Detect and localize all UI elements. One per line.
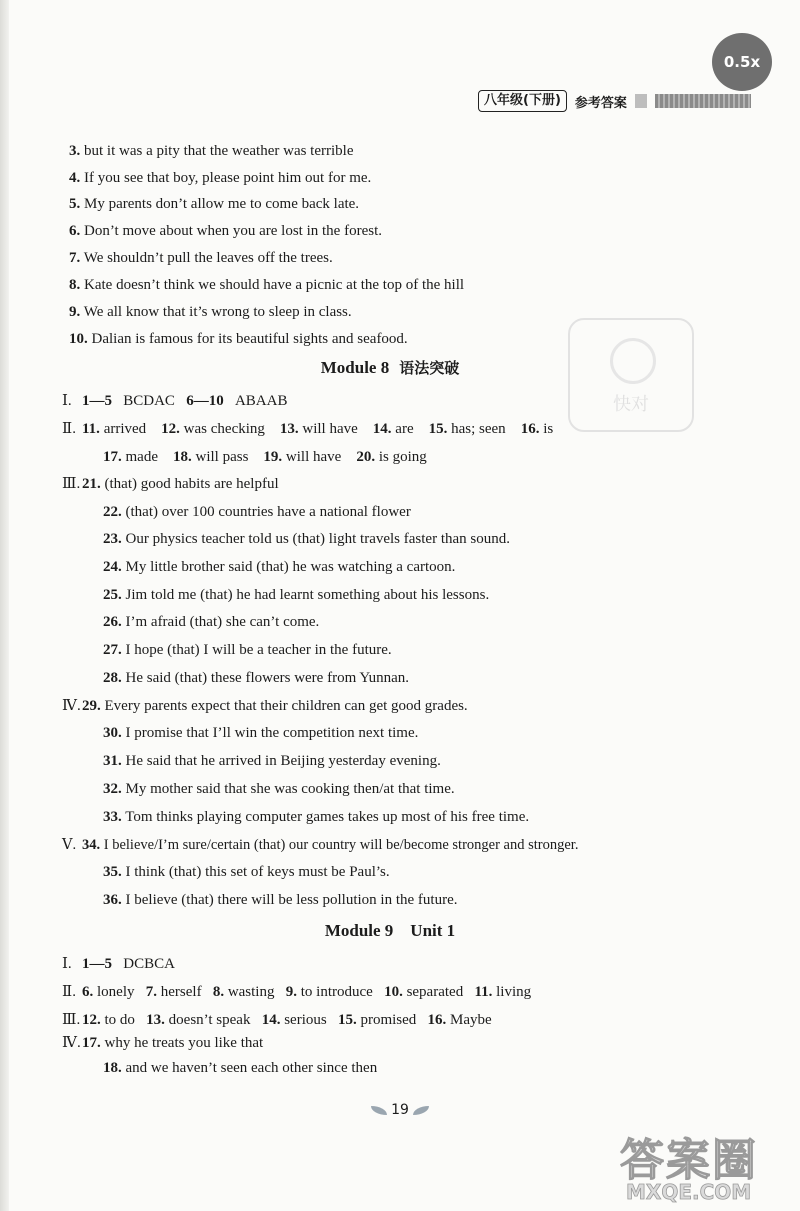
answer-item bbox=[69, 141, 354, 161]
item-number: 7. bbox=[145, 984, 157, 1000]
item-number: 1—5 bbox=[82, 393, 112, 409]
answer-item bbox=[103, 668, 409, 688]
module-subtitle: 语法突破 bbox=[399, 359, 460, 377]
answer-item bbox=[103, 1058, 377, 1078]
answer-item bbox=[103, 890, 458, 910]
section-title-module9 bbox=[0, 920, 780, 942]
answer-item bbox=[103, 529, 510, 549]
item-text: My mother said that she was cooking then/at that time. bbox=[125, 781, 455, 797]
item-text: wasting bbox=[227, 984, 275, 1000]
item-text: living bbox=[496, 984, 532, 1000]
answer-item bbox=[69, 194, 359, 214]
item-number: 16. bbox=[520, 421, 540, 437]
item-text: He said that he arrived in Beijing yesterday evening. bbox=[125, 753, 441, 769]
answer-item bbox=[69, 275, 464, 295]
logo-main-text: 答案圈 bbox=[620, 1135, 758, 1186]
part-numeral: Ⅳ. bbox=[62, 698, 81, 714]
item-text: I believe (that) there will be less pollution in the future. bbox=[125, 892, 458, 908]
part-numeral: Ⅱ. bbox=[62, 984, 76, 1000]
item-text: to do bbox=[104, 1012, 135, 1028]
answer-item bbox=[103, 807, 529, 827]
item-number: 8. bbox=[212, 984, 225, 1000]
item-number: 15. bbox=[428, 421, 448, 437]
item-text: Tom thinks playing computer games takes up most of his free time. bbox=[125, 809, 530, 825]
answer-item bbox=[69, 221, 382, 241]
item-number: 17. bbox=[82, 1035, 101, 1051]
item-number: 19. bbox=[263, 449, 283, 465]
item-text: (that) good habits are helpful bbox=[104, 476, 279, 492]
part-numeral: Ⅴ. bbox=[62, 837, 77, 853]
answer-item bbox=[69, 302, 352, 322]
item-number: 17. bbox=[103, 449, 122, 465]
item-text: why he treats you like that bbox=[104, 1035, 264, 1051]
item-number: 9. bbox=[285, 984, 297, 1000]
item-number: 13. bbox=[146, 1012, 165, 1028]
item-text: will have bbox=[285, 449, 342, 465]
answer-item bbox=[103, 502, 411, 522]
item-text: He said (that) these flowers were from Yunnan. bbox=[125, 670, 410, 686]
item-number: 16. bbox=[427, 1012, 447, 1028]
item-text: We all know that it’s wrong to sleep in class. bbox=[83, 304, 352, 320]
item-text: My little brother said (that) he was watching a cartoon. bbox=[125, 559, 456, 575]
answer-row bbox=[103, 447, 427, 467]
playback-speed-button[interactable] bbox=[712, 33, 772, 91]
item-number: 25. bbox=[103, 587, 122, 603]
item-number: 13. bbox=[279, 421, 299, 437]
item-text: I believe/I’m sure/certain (that) our country will be/become stronger and stronger. bbox=[103, 837, 579, 853]
item-number: 29. bbox=[82, 698, 101, 714]
item-text: If you see that boy, please point him out for me. bbox=[84, 170, 372, 186]
answer-item bbox=[103, 862, 390, 882]
item-text: is going bbox=[378, 449, 427, 465]
item-text: was checking bbox=[183, 421, 265, 437]
answer-item bbox=[62, 835, 578, 855]
part-numeral: Ⅲ. bbox=[62, 1012, 81, 1028]
item-number: 18. bbox=[103, 1060, 122, 1076]
item-number: 21. bbox=[82, 476, 101, 492]
item-text: ABAAB bbox=[234, 393, 288, 409]
item-number: 23. bbox=[103, 531, 122, 547]
item-text: My parents don’t allow me to come back late. bbox=[84, 196, 360, 212]
answer-row bbox=[62, 391, 287, 411]
item-number: 20. bbox=[356, 449, 376, 465]
item-text: Kate doesn’t think we should have a picnic at the top of the hill bbox=[84, 277, 465, 293]
item-number: 34. bbox=[82, 837, 101, 853]
answer-item bbox=[62, 474, 279, 494]
item-text: but it was a pity that the weather was terrible bbox=[84, 143, 354, 159]
item-number: 18. bbox=[172, 449, 192, 465]
answer-row bbox=[62, 1010, 492, 1030]
answer-item bbox=[62, 1033, 263, 1053]
item-text: herself bbox=[160, 984, 202, 1000]
item-number: 8. bbox=[69, 277, 81, 293]
item-text: Don’t move about when you are lost in the forest. bbox=[84, 223, 382, 239]
item-number: 6—10 bbox=[186, 393, 224, 409]
answer-item bbox=[103, 779, 455, 799]
item-number: 12. bbox=[161, 421, 180, 437]
item-number: 35. bbox=[103, 864, 122, 880]
item-number: 7. bbox=[69, 250, 81, 266]
item-text: We shouldn’t pull the leaves off the trees. bbox=[83, 250, 333, 266]
item-text: BCDAC bbox=[123, 393, 175, 409]
watermark-stamp-text: 快对 bbox=[613, 394, 649, 415]
item-number: 9. bbox=[69, 304, 81, 320]
item-text: made bbox=[125, 449, 158, 465]
answer-item bbox=[103, 723, 418, 743]
item-number: 30. bbox=[103, 725, 122, 741]
header-decor-bar bbox=[635, 94, 647, 108]
item-number: 3. bbox=[69, 143, 81, 159]
item-text: will pass bbox=[195, 449, 249, 465]
item-number: 22. bbox=[103, 504, 122, 520]
answer-item bbox=[103, 640, 392, 660]
answer-row bbox=[62, 982, 531, 1002]
part-numeral: Ⅰ. bbox=[62, 393, 72, 409]
item-text: to introduce bbox=[300, 984, 373, 1000]
part-numeral: Ⅳ. bbox=[62, 1035, 81, 1051]
leaf-icon bbox=[371, 1106, 387, 1115]
item-text: promised bbox=[360, 1012, 417, 1028]
answer-item bbox=[69, 168, 371, 188]
answer-row bbox=[62, 419, 553, 439]
answer-row bbox=[62, 954, 175, 974]
part-numeral: Ⅱ. bbox=[62, 421, 76, 437]
page-number-text: 19 bbox=[391, 1102, 409, 1118]
item-number: 36. bbox=[103, 892, 122, 908]
item-number: 28. bbox=[103, 670, 122, 686]
header-answers: 参考答案 bbox=[574, 95, 627, 111]
item-number: 11. bbox=[474, 984, 493, 1000]
item-text: is bbox=[543, 421, 554, 437]
item-number: 26. bbox=[103, 614, 122, 630]
unit-title: Unit 1 bbox=[410, 921, 456, 940]
header-decor-bar bbox=[655, 94, 751, 108]
answer-item bbox=[103, 557, 455, 577]
item-text: I promise that I’ll win the competition next time. bbox=[125, 725, 419, 741]
page-header bbox=[478, 89, 751, 113]
item-text: I hope (that) I will be a teacher in the future. bbox=[125, 642, 392, 658]
answer-item bbox=[69, 248, 333, 268]
item-text: Jim told me (that) he had learnt something about his lessons. bbox=[125, 587, 490, 603]
item-text: serious bbox=[284, 1012, 327, 1028]
item-number: 24. bbox=[103, 559, 122, 575]
answer-item bbox=[103, 612, 319, 632]
item-number: 10. bbox=[69, 331, 88, 347]
item-text: I think (that) this set of keys must be Paul’s. bbox=[125, 864, 390, 880]
item-number: 33. bbox=[103, 809, 122, 825]
item-number: 10. bbox=[384, 984, 403, 1000]
item-number: 14. bbox=[372, 421, 392, 437]
part-numeral: Ⅰ. bbox=[62, 956, 72, 972]
item-number: 15. bbox=[337, 1012, 357, 1028]
part-numeral: Ⅲ. bbox=[62, 476, 81, 492]
item-text: Every parents expect that their children can get good grades. bbox=[104, 698, 468, 714]
page-spine bbox=[0, 0, 9, 1211]
item-number: 12. bbox=[82, 1012, 101, 1028]
item-number: 6. bbox=[69, 223, 81, 239]
item-number: 11. bbox=[82, 421, 100, 437]
item-number: 14. bbox=[261, 1012, 281, 1028]
item-number: 32. bbox=[103, 781, 122, 797]
item-text: DCBCA bbox=[123, 956, 175, 972]
item-number: 1—5 bbox=[82, 956, 112, 972]
item-text: (that) over 100 countries have a national flower bbox=[125, 504, 411, 520]
item-text: Maybe bbox=[450, 1012, 492, 1028]
answer-item bbox=[62, 696, 468, 716]
answer-item bbox=[69, 329, 408, 349]
logo-domain-text: MXQE.COM bbox=[626, 1180, 752, 1204]
answer-item bbox=[103, 751, 441, 771]
item-number: 27. bbox=[103, 642, 122, 658]
item-text: separated bbox=[406, 984, 464, 1000]
item-text: Dalian is famous for its beautiful sights and seafood. bbox=[91, 331, 408, 347]
item-text: doesn’t speak bbox=[168, 1012, 251, 1028]
site-logo-watermark bbox=[620, 1124, 795, 1204]
item-text: arrived bbox=[103, 421, 147, 437]
answer-item bbox=[103, 585, 489, 605]
page-number bbox=[355, 1098, 445, 1122]
playback-speed-label: 0.5x bbox=[723, 53, 761, 71]
module-title: Module 9 bbox=[324, 921, 394, 940]
item-text: I’m afraid (that) she can’t come. bbox=[125, 614, 320, 630]
item-text: are bbox=[395, 421, 414, 437]
leaf-icon bbox=[413, 1106, 429, 1115]
header-grade: 八年级(下册) bbox=[478, 90, 567, 112]
item-text: has; seen bbox=[451, 421, 506, 437]
item-number: 31. bbox=[103, 753, 122, 769]
module-title: Module 8 bbox=[320, 358, 390, 377]
item-text: and we haven’t seen each other since then bbox=[125, 1060, 378, 1076]
section-title-module8 bbox=[0, 357, 780, 379]
item-number: 5. bbox=[69, 196, 81, 212]
item-text: lonely bbox=[97, 984, 135, 1000]
item-number: 6. bbox=[82, 984, 94, 1000]
item-text: Our physics teacher told us (that) light travels faster than sound. bbox=[125, 531, 510, 547]
item-text: will have bbox=[302, 421, 358, 437]
item-number: 4. bbox=[69, 170, 81, 186]
